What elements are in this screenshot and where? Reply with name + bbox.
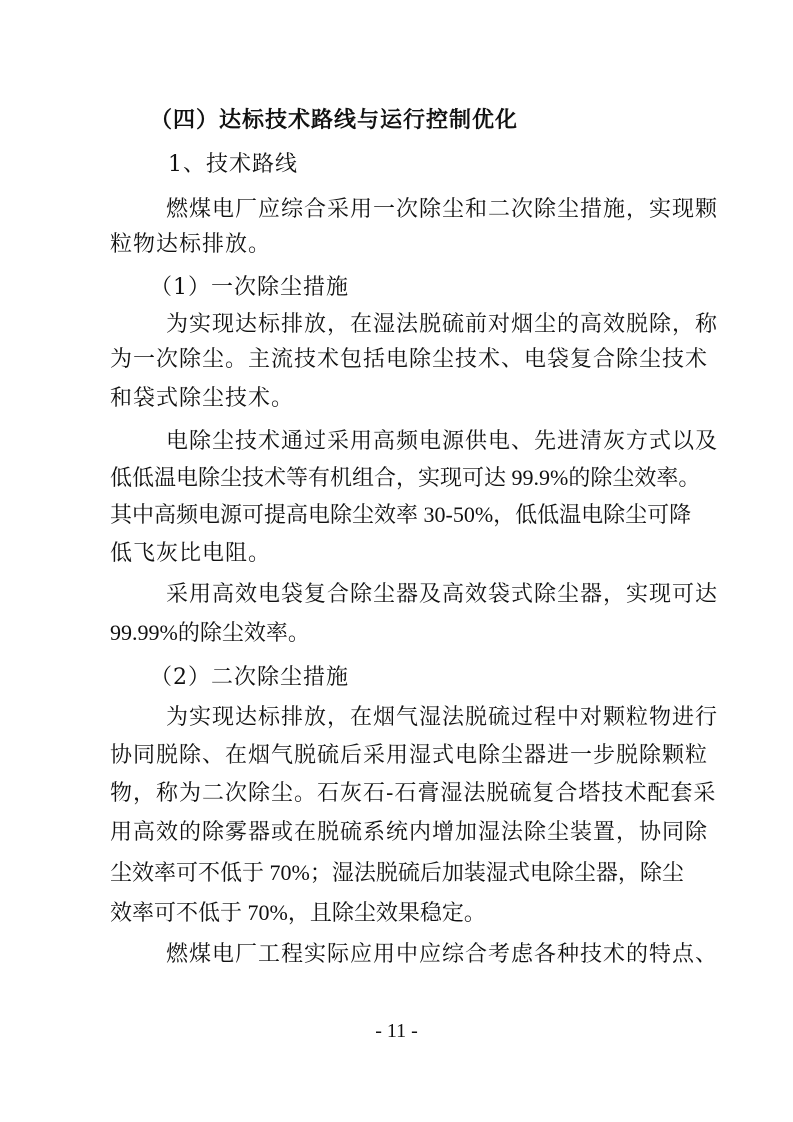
subsection-1-paragraph-2-line: 低低温电除尘技术等有机组合，实现可达 99.9%的除尘效率。 (110, 465, 701, 490)
subsection-1-paragraph-1-line: 和袋式除尘技术。 (110, 386, 295, 411)
subsection-2-title: （2）二次除尘措施 (150, 665, 349, 690)
subsection-1-paragraph-1-line: 为一次除尘。主流技术包括电除尘技术、电袋复合除尘技术 (110, 347, 709, 372)
subsection-2-paragraph-1-line: 物，称为二次除尘。石灰石-石膏湿法脱硫复合塔技术配套采 (110, 781, 717, 806)
subsection-2-paragraph-1-line: 为实现达标排放，在烟气湿法脱硫过程中对颗粒物进行 (166, 705, 719, 730)
intro-paragraph-line: 粒物达标排放。 (110, 232, 272, 257)
closing-paragraph-line: 燃煤电厂工程实际应用中应综合考虑各种技术的特点、 (166, 942, 719, 967)
intro-paragraph-line: 燃煤电厂应综合采用一次除尘和二次除尘措施，实现颗 (166, 197, 719, 222)
subsection-1-paragraph-2-line: 电除尘技术通过采用高频电源供电、先进清灰方式以及 (166, 429, 719, 454)
subsection-1-paragraph-3-line: 99.99%的除尘效率。 (110, 620, 310, 645)
subsection-1-paragraph-2-line: 其中高频电源可提高电除尘效率 30-50%，低低温电除尘可降 (110, 502, 692, 527)
page-number: - 11 - (375, 1020, 418, 1042)
subheading-technical-route: 1、技术路线 (168, 152, 298, 177)
subsection-2-paragraph-1-line: 尘效率可不低于 70%；湿法脱硫后加装湿式电除尘器，除尘 (110, 860, 684, 885)
section-heading: （四）达标技术路线与运行控制优化 (150, 108, 519, 133)
subsection-2-paragraph-1-line: 协同脱除、在烟气脱硫后采用湿式电除尘器进一步脱除颗粒 (110, 743, 709, 768)
subsection-1-title: （1）一次除尘措施 (150, 275, 349, 300)
subsection-1-paragraph-1-line: 为实现达标排放，在湿法脱硫前对烟尘的高效脱除，称 (166, 312, 719, 337)
subsection-2-paragraph-1-line: 用高效的除雾器或在脱硫系统内增加湿法除尘装置，协同除 (110, 820, 709, 845)
subsection-1-paragraph-3-line: 采用高效电袋复合除尘器及高效袋式除尘器，实现可达 (166, 582, 719, 607)
subsection-2-paragraph-1-line: 效率可不低于 70%，且除尘效果稳定。 (110, 900, 486, 925)
subsection-1-paragraph-2-line: 低飞灰比电阻。 (110, 541, 272, 566)
